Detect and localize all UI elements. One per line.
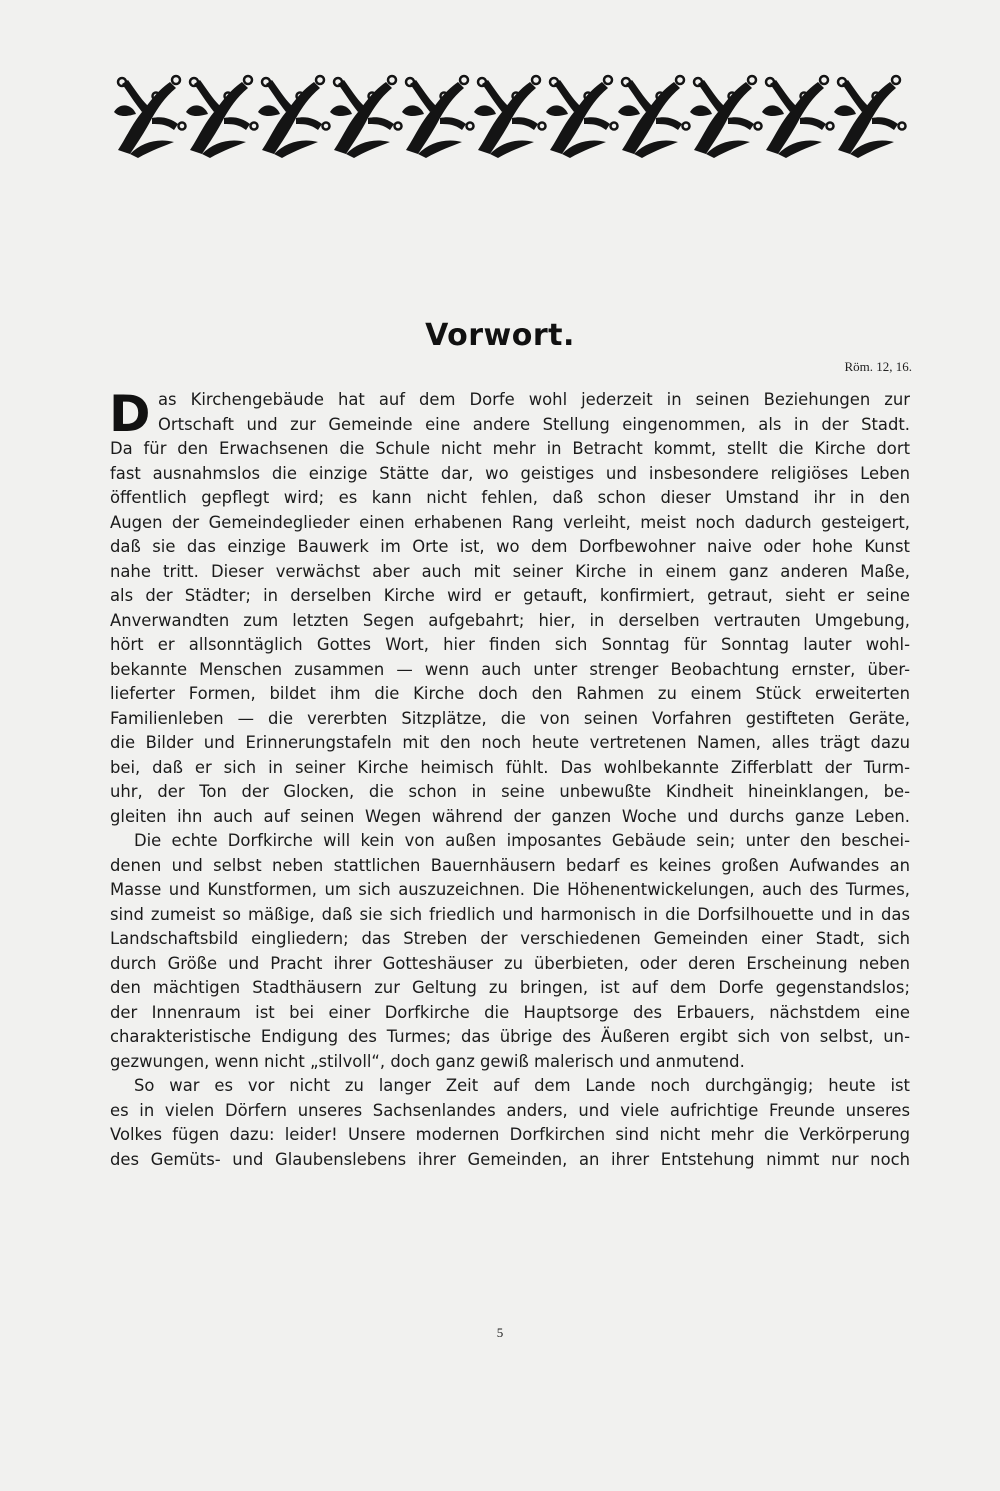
drop-cap: D <box>109 385 151 443</box>
text-line: Anverwandten zum letzten Segen aufgebahrt; hier, in derselben vertrauten Umgebung, <box>110 610 910 630</box>
epigraph-reference: Röm. 12, 16. <box>844 359 912 374</box>
text-line: Die echte Dorfkirche will kein von außen imposantes Gebäude sein; unter den beschei- <box>134 831 910 850</box>
text-line: uhr, der Ton der Glocken, die schon in seine unbewußte Kindheit hineinklangen, be- <box>110 782 910 801</box>
text-line: als der Städter; in derselben Kirche wird er getauft, konfirmiert, getraut, sieht er seine <box>110 586 910 605</box>
text-line: nahe tritt. Dieser verwächst aber auch mit seiner Kirche in einem ganz anderen Maße, <box>110 561 910 581</box>
text-line: es in vielen Dörfern unseres Sachsenlandes anders, und viele aufrichtige Freunde unseres <box>110 1100 910 1120</box>
text-line: Masse und Kunstformen, um sich auszuzeichnen. Die Höhenentwickelungen, auch des Turmes, <box>110 880 910 899</box>
text-line: daß sie das einzige Bauwerk im Orte ist, wo dem Dorfbewohner naive oder hohe Kunst <box>110 537 910 556</box>
paragraph-2 <box>110 829 910 1074</box>
text-line: gleiten ihn auch auf seinen Wegen während der ganzen Woche und durchs ganze Leben. <box>110 806 910 826</box>
text-line: bekannte Menschen zusammen — wenn auch unter strenger Beobachtung ernster, über- <box>110 659 910 679</box>
text-line: as Kirchengebäude hat auf dem Dorfe wohl jederzeit in seinen Beziehungen zur <box>158 390 910 409</box>
text-line: gezwungen, wenn nicht „stilvoll“, doch ganz gewiß malerisch und anmutend. <box>110 1051 745 1071</box>
text-line: lieferter Formen, bildet ihm die Kirche doch den Rahmen zu einem Stück erweiterten <box>110 684 910 703</box>
text-line: den mächtigen Stadthäusern zur Geltung zu bringen, ist auf dem Dorfe gegenstandslos; <box>110 978 910 997</box>
text-line: des Gemüts- und Glaubenslebens ihrer Gemeinden, an ihrer Entstehung nimmt nur noch <box>110 1149 910 1169</box>
text-line: charakteristische Endigung des Turmes; das übrige des Äußeren ergibt sich von selbst, un- <box>110 1027 910 1046</box>
text-line: die Bilder und Erinnerungstafeln mit den noch heute vertretenen Namen, alles trägt dazu <box>110 733 910 752</box>
text-line: Landschaftsbild eingliedern; das Streben der verschiedenen Gemeinden einer Stadt, sich <box>110 929 910 948</box>
text-line: denen und selbst neben stattlichen Bauernhäusern bedarf es keines großen Aufwandes an <box>110 855 910 875</box>
text-line: So war es vor nicht zu langer Zeit auf dem Lande noch durchgängig; heute ist <box>134 1076 910 1095</box>
text-line: öffentlich gepflegt wird; es kann nicht fehlen, daß schon dieser Umstand ihr in den <box>110 488 910 507</box>
text-line: fast ausnahmslos die einzige Stätte dar, wo geistiges und insbesondere religiöses Leben <box>110 463 910 483</box>
text-line: Ortschaft und zur Gemeinde eine andere Stellung eingenommen, als in der Stadt. <box>158 414 910 434</box>
text-line: sind zumeist so mäßige, daß sie sich friedlich und harmonisch in die Dorfsilhouette und in das <box>110 904 910 924</box>
text-line: hört er allsonntäglich Gottes Wort, hier finden sich Sonntag für Sonntag lauter wohl- <box>110 635 910 654</box>
text-line: bei, daß er sich in seiner Kirche heimisch fühlt. Das wohlbekannte Zifferblatt der Turm- <box>110 757 910 777</box>
text-line: Familienleben — die vererbten Sitzplätze, die von seinen Vorfahren gestifteten Geräte, <box>110 708 910 728</box>
page-number: 5 <box>496 1325 504 1340</box>
ornamental-header-band <box>112 72 912 158</box>
text-line: Augen der Gemeindeglieder einen erhabenen Rang verleiht, meist noch dadurch gesteigert, <box>110 512 910 532</box>
text-line: Volkes fügen dazu: leider! Unsere modernen Dorfkirchen sind nicht mehr die Verkörperung <box>110 1125 910 1144</box>
text-line: Da für den Erwachsenen die Schule nicht mehr in Betracht kommt, stellt die Kirche dort <box>110 439 910 458</box>
paragraph-1 <box>109 385 910 829</box>
paragraph-3 <box>110 1074 910 1172</box>
body-text <box>109 385 910 1172</box>
text-line: der Innenraum ist bei einer Dorfkirche die Hauptsorge des Erbauers, nächstdem eine <box>110 1002 910 1022</box>
text-line: durch Größe und Pracht ihrer Gotteshäuser zu überbieten, oder deren Erscheinung neben <box>110 953 910 973</box>
page-title: Vorwort. <box>425 318 575 353</box>
